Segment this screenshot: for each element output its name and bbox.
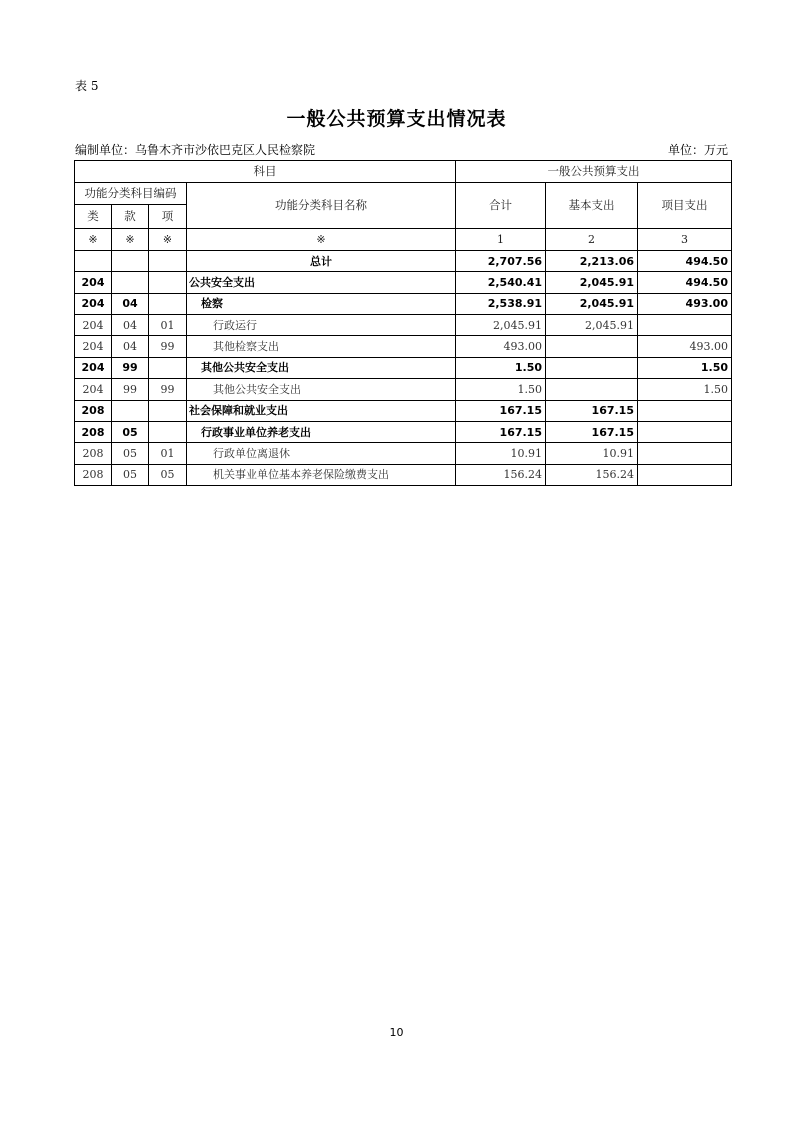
basic-amount-cell: 167.15 xyxy=(546,400,638,421)
code-lei-cell: 204 xyxy=(75,379,112,400)
code-xiang-cell xyxy=(149,293,187,314)
total-amount-cell: 1.50 xyxy=(456,379,546,400)
code-xiang-cell: 05 xyxy=(149,464,187,485)
table-row xyxy=(75,400,732,421)
project-amount-cell: 494.50 xyxy=(638,251,732,272)
org-label: 编制单位：乌鲁木齐市沙依巴克区人民检察院 xyxy=(75,143,316,157)
marker-cell: ※ xyxy=(149,229,187,251)
code-kuan-cell: 05 xyxy=(112,421,149,442)
table-row xyxy=(75,272,732,293)
basic-amount-cell xyxy=(546,379,638,400)
item-name-cell: 其他检察支出 xyxy=(187,336,456,357)
table-label: 表 5 xyxy=(75,79,99,93)
table-row xyxy=(75,421,732,442)
total-amount-cell: 167.15 xyxy=(456,421,546,442)
table-row xyxy=(75,464,732,485)
table-row xyxy=(75,336,732,357)
header-total: 合计 xyxy=(456,183,546,229)
basic-amount-cell: 2,045.91 xyxy=(546,272,638,293)
project-amount-cell xyxy=(638,421,732,442)
code-xiang-cell xyxy=(149,251,187,272)
header-xiang: 项 xyxy=(149,205,187,229)
table-row xyxy=(75,293,732,314)
basic-amount-cell: 167.15 xyxy=(546,421,638,442)
item-name-cell: 社会保障和就业支出 xyxy=(187,400,456,421)
header-basic: 基本支出 xyxy=(546,183,638,229)
code-xiang-cell xyxy=(149,400,187,421)
marker-cell: 3 xyxy=(638,229,732,251)
code-kuan-cell: 99 xyxy=(112,379,149,400)
basic-amount-cell: 2,045.91 xyxy=(546,293,638,314)
header-row xyxy=(75,161,732,183)
page-number: 10 xyxy=(389,1026,404,1039)
project-amount-cell: 1.50 xyxy=(638,379,732,400)
marker-cell: 2 xyxy=(546,229,638,251)
code-kuan-cell xyxy=(112,251,149,272)
total-amount-cell: 493.00 xyxy=(456,336,546,357)
unit-label: 单位：万元 xyxy=(667,143,728,157)
code-kuan-cell: 05 xyxy=(112,443,149,464)
header-subject: 科目 xyxy=(75,161,456,183)
basic-amount-cell: 156.24 xyxy=(546,464,638,485)
code-lei-cell: 208 xyxy=(75,464,112,485)
project-amount-cell xyxy=(638,443,732,464)
basic-amount-cell xyxy=(546,357,638,378)
code-lei-cell: 208 xyxy=(75,443,112,464)
total-amount-cell: 2,707.56 xyxy=(456,251,546,272)
header-row xyxy=(75,183,732,205)
total-amount-cell: 2,045.91 xyxy=(456,315,546,336)
project-amount-cell xyxy=(638,464,732,485)
item-name-cell: 行政运行 xyxy=(187,315,456,336)
table-row xyxy=(75,315,732,336)
project-amount-cell: 493.00 xyxy=(638,293,732,314)
code-lei-cell xyxy=(75,251,112,272)
item-name-cell: 检察 xyxy=(187,293,456,314)
project-amount-cell: 494.50 xyxy=(638,272,732,293)
item-name-cell: 行政单位离退休 xyxy=(187,443,456,464)
header-name: 功能分类科目名称 xyxy=(187,183,456,229)
basic-amount-cell: 2,213.06 xyxy=(546,251,638,272)
header-lei: 类 xyxy=(75,205,112,229)
code-kuan-cell: 99 xyxy=(112,357,149,378)
marker-cell: ※ xyxy=(112,229,149,251)
header-kuan: 款 xyxy=(112,205,149,229)
budget-table xyxy=(74,160,732,486)
project-amount-cell: 493.00 xyxy=(638,336,732,357)
total-amount-cell: 156.24 xyxy=(456,464,546,485)
basic-amount-cell: 2,045.91 xyxy=(546,315,638,336)
code-lei-cell: 208 xyxy=(75,400,112,421)
basic-amount-cell: 10.91 xyxy=(546,443,638,464)
project-amount-cell: 1.50 xyxy=(638,357,732,378)
item-name-cell: 公共安全支出 xyxy=(187,272,456,293)
marker-cell: 1 xyxy=(456,229,546,251)
marker-cell: ※ xyxy=(187,229,456,251)
code-xiang-cell: 01 xyxy=(149,443,187,464)
code-lei-cell: 204 xyxy=(75,272,112,293)
total-amount-cell: 10.91 xyxy=(456,443,546,464)
table-row xyxy=(75,379,732,400)
code-xiang-cell: 99 xyxy=(149,379,187,400)
marker-cell: ※ xyxy=(75,229,112,251)
code-kuan-cell: 04 xyxy=(112,293,149,314)
table-row xyxy=(75,443,732,464)
code-kuan-cell: 04 xyxy=(112,315,149,336)
code-lei-cell: 204 xyxy=(75,293,112,314)
page-title: 一般公共预算支出情况表 xyxy=(286,108,507,130)
code-lei-cell: 204 xyxy=(75,315,112,336)
code-xiang-cell xyxy=(149,357,187,378)
header-project: 项目支出 xyxy=(638,183,732,229)
code-xiang-cell: 01 xyxy=(149,315,187,336)
project-amount-cell xyxy=(638,400,732,421)
code-lei-cell: 204 xyxy=(75,357,112,378)
total-amount-cell: 2,538.91 xyxy=(456,293,546,314)
code-xiang-cell xyxy=(149,272,187,293)
table-row xyxy=(75,357,732,378)
code-lei-cell: 204 xyxy=(75,336,112,357)
code-kuan-cell: 05 xyxy=(112,464,149,485)
code-xiang-cell xyxy=(149,421,187,442)
code-kuan-cell: 04 xyxy=(112,336,149,357)
header-budget: 一般公共预算支出 xyxy=(456,161,732,183)
item-name-cell: 其他公共安全支出 xyxy=(187,379,456,400)
code-kuan-cell xyxy=(112,400,149,421)
code-xiang-cell: 99 xyxy=(149,336,187,357)
item-name-cell: 总计 xyxy=(187,251,456,272)
total-amount-cell: 167.15 xyxy=(456,400,546,421)
total-amount-cell: 1.50 xyxy=(456,357,546,378)
item-name-cell: 机关事业单位基本养老保险缴费支出 xyxy=(187,464,456,485)
code-lei-cell: 208 xyxy=(75,421,112,442)
basic-amount-cell xyxy=(546,336,638,357)
header-code-group: 功能分类科目编码 xyxy=(75,183,187,205)
total-amount-cell: 2,540.41 xyxy=(456,272,546,293)
project-amount-cell xyxy=(638,315,732,336)
marker-row xyxy=(75,229,732,251)
total-row xyxy=(75,251,732,272)
item-name-cell: 其他公共安全支出 xyxy=(187,357,456,378)
code-kuan-cell xyxy=(112,272,149,293)
item-name-cell: 行政事业单位养老支出 xyxy=(187,421,456,442)
